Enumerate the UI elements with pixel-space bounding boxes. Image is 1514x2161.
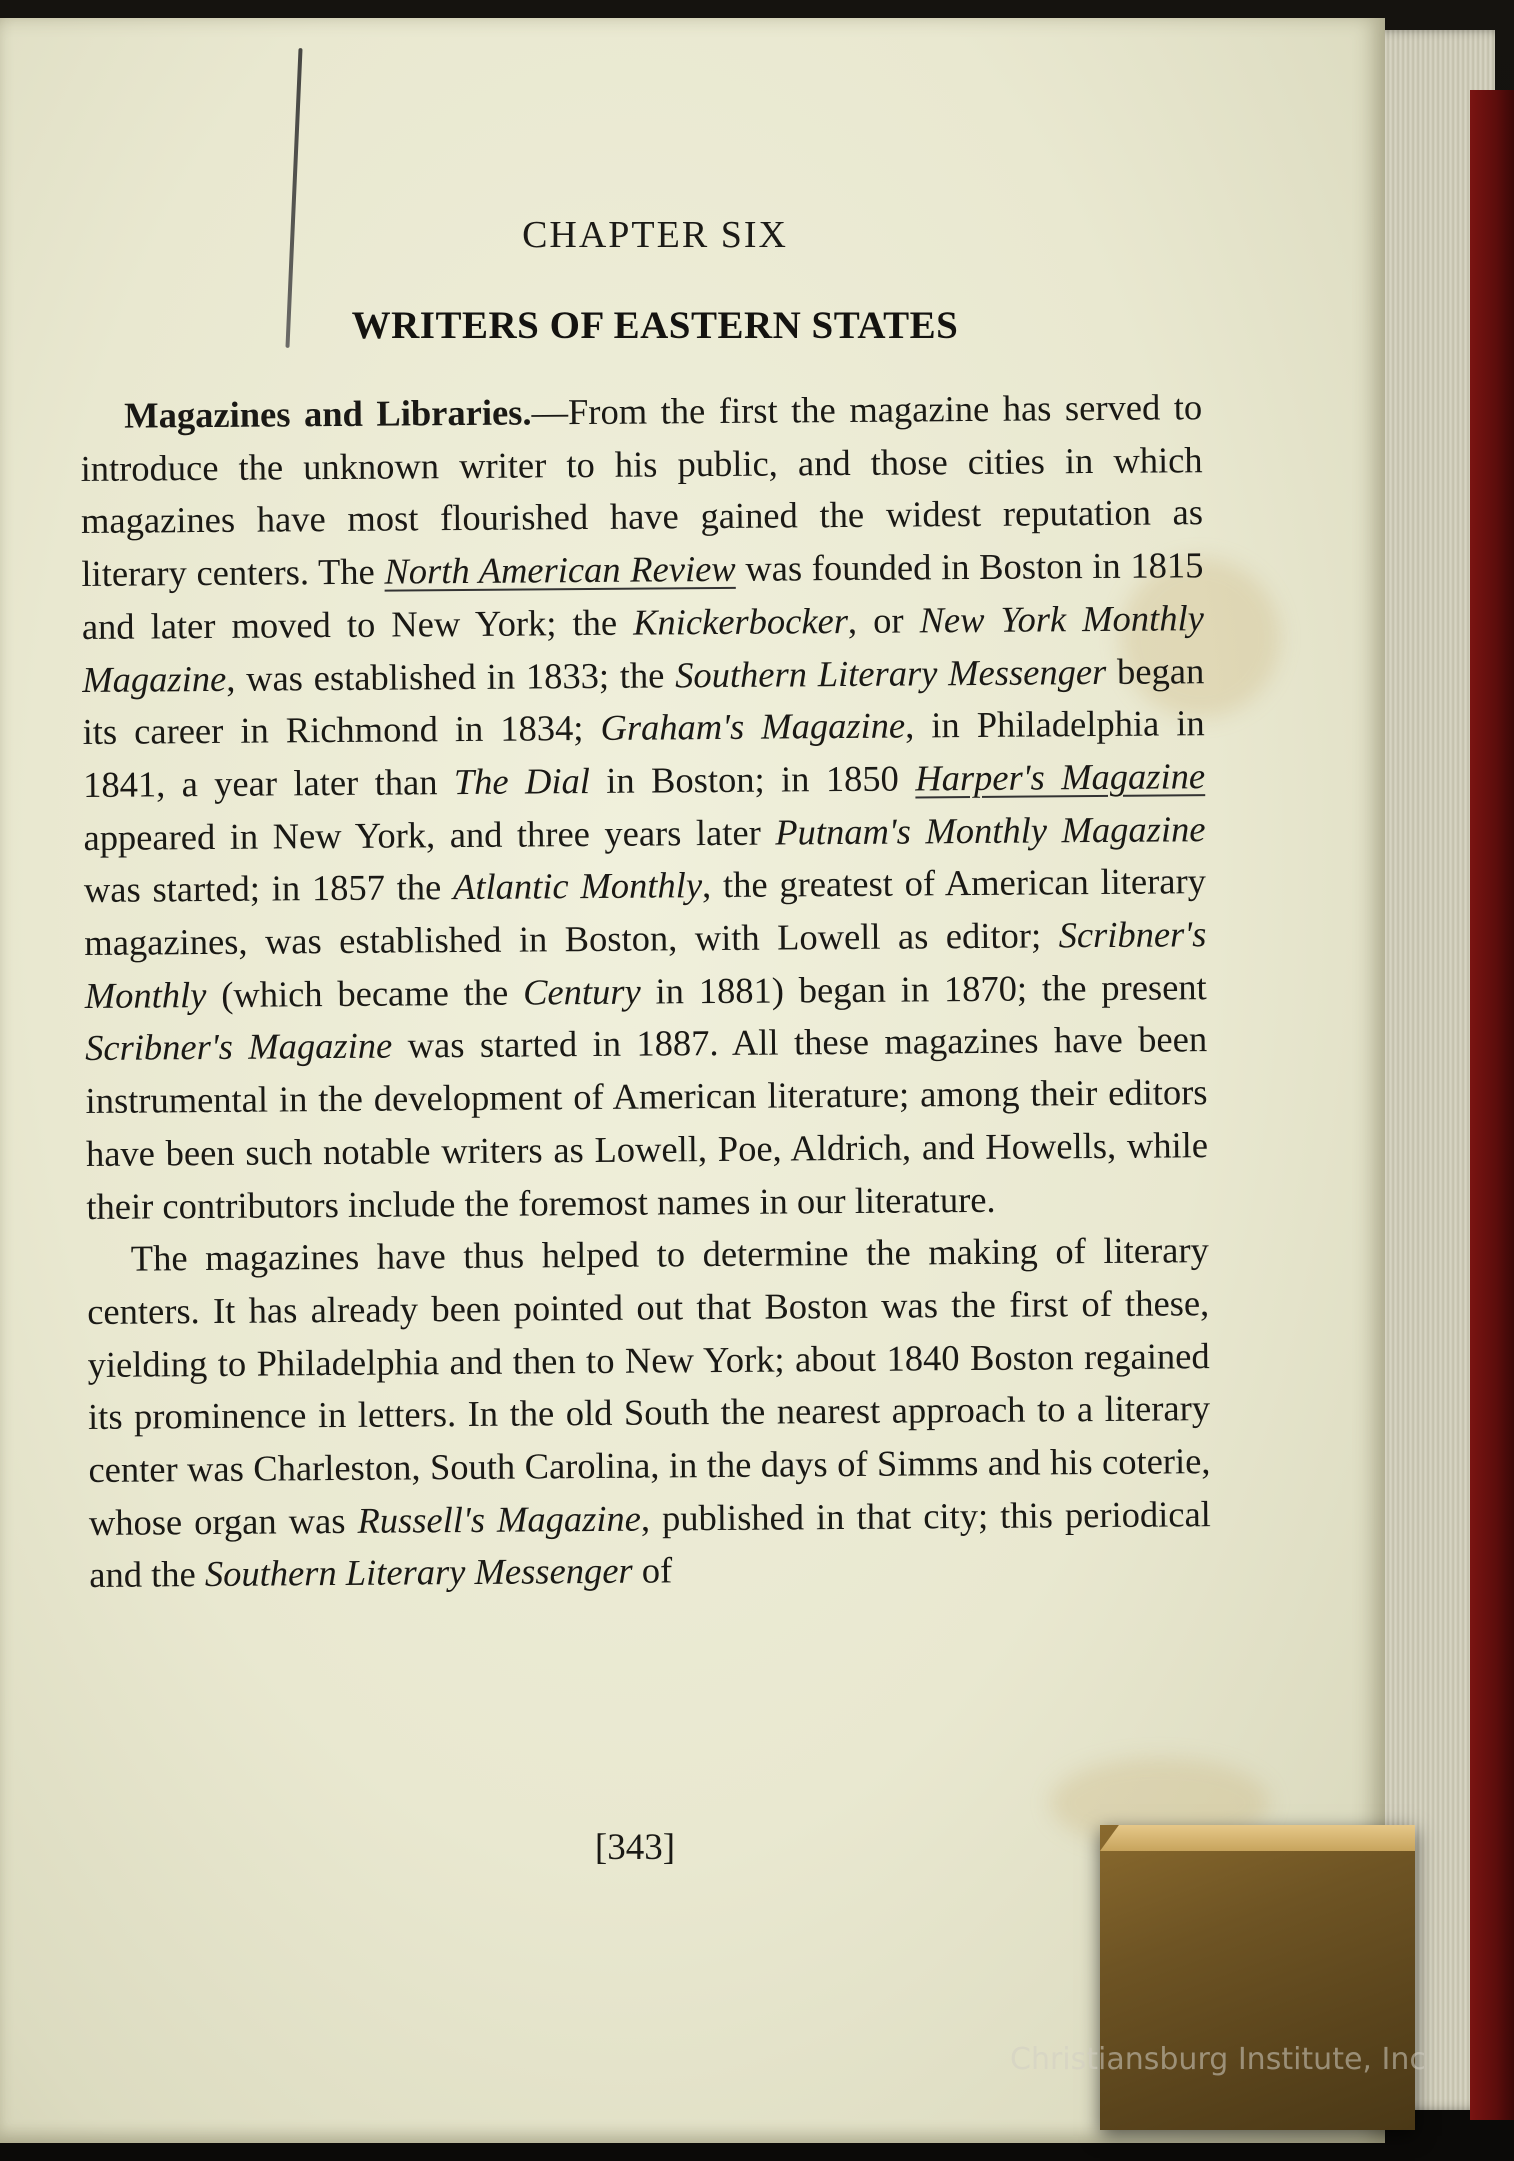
body-text [80,381,1211,1602]
text-run: , in Philadelphia in 1841, a year later than [82,702,1205,805]
text-run: —From the first the magazine has served to introduce the unknown writer to his public, and those cities in which magazines have most flourished have gained the widest reputation as literary centers. The [80,386,1204,595]
magazine-title: Graham's Magazine [600,704,906,749]
magazine-title: Southern Literary Messenger [674,650,1107,695]
text-run: was started; in 1857 the [83,866,454,911]
text-run: appeared in New York, and three years later [83,811,776,858]
magazine-title: Scribner's Magazine [85,1025,393,1069]
magazine-title: Putnam's Monthly Magazine [775,807,1206,853]
brass-page-weight-top [1100,1825,1415,1851]
magazine-title: Scribner's Monthly [84,913,1207,1016]
chapter-heading: CHAPTER SIX [522,214,788,256]
magazine-title: Harper's Magazine [915,755,1206,799]
page-number: [343] [594,1827,676,1868]
magazine-title: Atlantic Monthly [452,864,703,908]
magazine-title: North American Review [384,547,736,592]
magazine-title: Russell's Magazine [357,1497,642,1541]
brass-page-weight [1100,1825,1415,2130]
text-run: , or [847,599,920,641]
magazine-title: The Dial [453,759,591,802]
text-run: The magazines have thus helped to determine the making of literary centers. It has already been pointed out that Boston was the first of these, yielding to Philadelphia and then to New York; about 1840 Boston regained its prominence in letters. In the old South the nearest approach to a literary center was Charleston, South Carolina, in the days of Simms and his coterie, whose organ was [87,1229,1211,1543]
text-run: was founded in Boston in 1815 and later moved to New York; the [81,544,1204,647]
magazine-title: Century [522,970,641,1013]
text-run: in 1881) began in 1870; the present [640,965,1207,1012]
text-run: , the greatest of American literary magazines, was established in Boston, with Lowell as editor; [84,860,1207,964]
book-cover-edge [1470,90,1514,2120]
text-run: in Boston; in 1850 [589,757,916,801]
text-run: of [632,1549,673,1592]
section-title: WRITERS OF EASTERN STATES [351,304,959,347]
text-run: (which became the [206,971,524,1015]
magazine-title: New York Monthly Magazine [82,596,1204,700]
text-run: , was established in 1833; the [226,653,676,699]
text-run: , published in that city; this periodical and the [89,1492,1212,1596]
paragraph-magazines-and-libraries [80,381,1209,1233]
paragraph-literary-centers [87,1224,1212,1602]
text-run: began its career in Richmond in 1834; [82,649,1205,753]
magazine-title: Knickerbocker [632,599,849,643]
watermark: Christiansburg Institute, Inc [1010,2042,1426,2077]
magazine-title: Southern Literary Messenger [204,1550,633,1595]
text-run: was started in 1887. All these magazines have been instrumental in the development of American literature; among their editors have been such notable writers as Lowell, Poe, Aldrich, and Howells, while their contributors include the foremost names in our literature. [85,1018,1209,1227]
paragraph-lead: Magazines and Libraries. [124,391,532,436]
